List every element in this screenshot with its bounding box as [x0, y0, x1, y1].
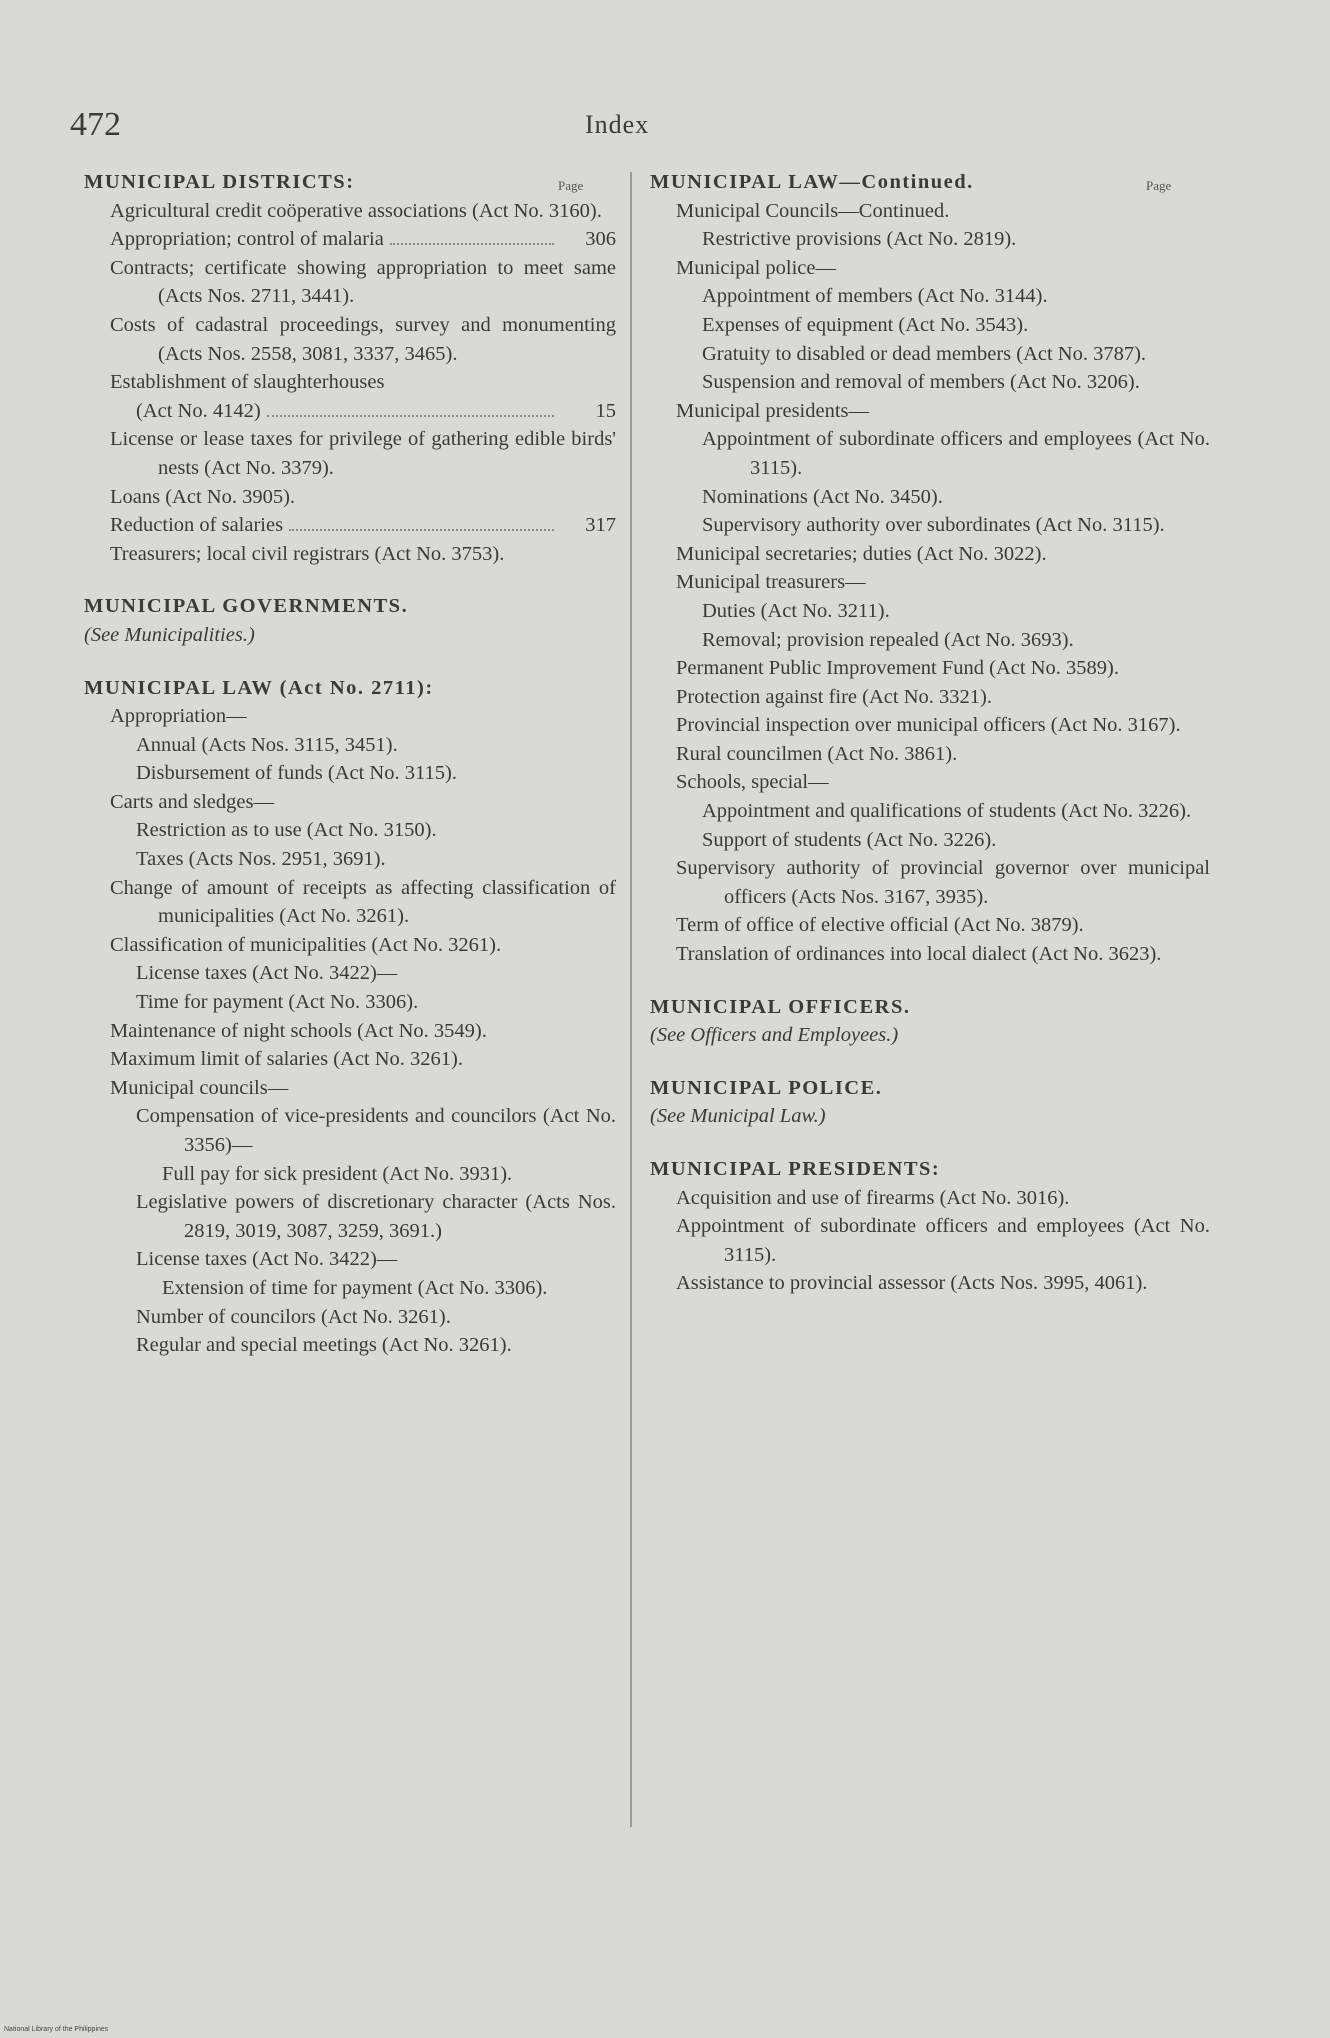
- index-entry: [84, 959, 616, 988]
- entry-text: Acquisition and use of firearms (Act No. 3016).: [676, 1186, 1070, 1209]
- entry-text: License taxes (Act No. 3422)—: [136, 1248, 398, 1271]
- index-entry-with-page: [84, 511, 616, 540]
- entry-text: License taxes (Act No. 3422)—: [136, 962, 398, 985]
- index-entry-with-page: [84, 225, 616, 254]
- footer-credit: National Library of the Philippines: [4, 2026, 109, 2033]
- entry-text: Schools, special—: [676, 771, 829, 794]
- running-head: Index: [585, 110, 650, 139]
- entry-text: Annual (Acts Nos. 3115, 3451).: [136, 733, 398, 756]
- index-entry: [650, 397, 1210, 426]
- leader-dots: [390, 243, 554, 245]
- column-divider: [630, 172, 632, 1827]
- index-entry: [84, 1074, 616, 1103]
- index-entry: [84, 816, 616, 845]
- index-entry: [650, 1212, 1210, 1269]
- entry-text: Full pay for sick president (Act No. 3931).: [162, 1162, 513, 1185]
- entry-text: Restriction as to use (Act No. 3150).: [136, 819, 437, 842]
- entry-text: Appointment of members (Act No. 3144).: [702, 285, 1048, 308]
- page-column-label-right: Page: [1146, 178, 1172, 193]
- entry-text: Support of students (Act No. 3226).: [702, 828, 997, 851]
- entry-text: Taxes (Acts Nos. 2951, 3691).: [136, 848, 386, 871]
- entry-text: Supervisory authority of provincial governor over municipal officers (Acts Nos. 3167, 3935).: [676, 857, 1210, 908]
- entry-text: Time for payment (Act No. 3306).: [136, 991, 419, 1014]
- index-entry: [84, 988, 616, 1017]
- index-entry: [650, 1269, 1210, 1298]
- entry-text: Number of councilors (Act No. 3261).: [136, 1305, 451, 1328]
- entry-text: Removal; provision repealed (Act No. 3693).: [702, 628, 1074, 651]
- entry-text: Maximum limit of salaries (Act No. 3261).: [110, 1048, 463, 1071]
- entry-text: Appointment of subordinate officers and employees (Act No. 3115).: [702, 428, 1210, 479]
- entry-text: Carts and sledges—: [110, 790, 274, 813]
- index-entry: [650, 511, 1210, 540]
- entry-text: Loans (Act No. 3905).: [110, 485, 296, 508]
- entry-text: Legislative powers of discretionary character (Acts Nos. 2819, 3019, 3087, 3259, 3691.): [136, 1191, 616, 1242]
- index-entry: [84, 845, 616, 874]
- index-entry: [650, 368, 1210, 397]
- index-entry: [650, 483, 1210, 512]
- index-entry: [84, 483, 616, 512]
- index-entry: [84, 1188, 616, 1245]
- page-reference: 317: [585, 514, 616, 537]
- index-heading: MUNICIPAL OFFICERS.: [650, 995, 911, 1018]
- entry-text: Appointment and qualifications of students (Act No. 3226).: [702, 800, 1192, 823]
- index-entry: [84, 874, 616, 931]
- index-entry: [650, 826, 1210, 855]
- entry-text: Municipal Councils—Continued.: [676, 199, 950, 222]
- index-entry: [650, 311, 1210, 340]
- leader-dots: [289, 529, 554, 531]
- index-heading: MUNICIPAL DISTRICTS:: [84, 171, 355, 193]
- index-entry: [650, 197, 1210, 226]
- index-entry: [84, 1017, 616, 1046]
- index-heading: MUNICIPAL PRESIDENTS:: [650, 1158, 941, 1180]
- index-entry: [650, 254, 1210, 283]
- index-entry: [650, 425, 1210, 482]
- entry-text: Disbursement of funds (Act No. 3115).: [136, 762, 457, 785]
- index-entry: [84, 788, 616, 817]
- index-entry: [84, 1274, 616, 1303]
- index-entry: [650, 626, 1210, 655]
- page-number: 472: [70, 106, 121, 143]
- index-entry: [84, 1303, 616, 1332]
- entry-text: Term of office of elective official (Act No. 3879).: [676, 914, 1084, 937]
- entry-text: Protection against fire (Act No. 3321).: [676, 685, 992, 708]
- entry-text: Assistance to provincial assessor (Acts Nos. 3995, 4061).: [676, 1272, 1148, 1295]
- entry-text: Maintenance of night schools (Act No. 3549).: [110, 1019, 487, 1042]
- entry-text: Permanent Public Improvement Fund (Act No. 3589).: [676, 657, 1119, 680]
- entry-text: Appointment of subordinate officers and employees (Act No. 3115).: [676, 1215, 1210, 1266]
- index-entry: [84, 197, 616, 226]
- page-reference: 306: [585, 228, 616, 251]
- entry-text: Municipal presidents—: [676, 399, 870, 422]
- entry-text: Change of amount of receipts as affecting classification of municipalities (Act No. 3261).: [110, 876, 616, 928]
- index-entry: [650, 940, 1210, 969]
- index-entry: [84, 1160, 616, 1189]
- entry-text: Nominations (Act No. 3450).: [702, 485, 943, 508]
- entry-text: Classification of municipalities (Act No. 3261).: [110, 933, 502, 956]
- entry-text: Rural councilmen (Act No. 3861).: [676, 742, 958, 765]
- entry-text: Establishment of slaughterhouses: [110, 371, 385, 394]
- index-entry: [650, 683, 1210, 712]
- page-reference: 15: [595, 399, 616, 422]
- index-heading: MUNICIPAL LAW (Act No. 2711):: [84, 676, 434, 699]
- index-entry: [84, 254, 616, 311]
- entry-text: Duties (Act No. 3211).: [702, 599, 890, 622]
- page-column-label-left: Page: [558, 178, 584, 193]
- entry-text: Compensation of vice-presidents and councilors (Act No. 3356)—: [136, 1105, 616, 1156]
- see-reference: (See Municipalities.): [84, 623, 255, 646]
- index-entry: [650, 568, 1210, 597]
- index-entry: [84, 931, 616, 960]
- index-entry: [84, 425, 616, 482]
- index-entry: [84, 368, 616, 397]
- entry-text: Municipal treasurers—: [676, 571, 866, 594]
- entry-text: Costs of cadastral proceedings, survey and monumenting (Acts Nos. 2558, 3081, 3337, 3465).: [110, 313, 616, 365]
- entry-text: Suspension and removal of members (Act No. 3206).: [702, 371, 1140, 394]
- index-entry: [650, 911, 1210, 940]
- entry-text: License or lease taxes for privilege of gathering edible birds' nests (Act No. 3379).: [110, 428, 616, 479]
- index-entry: [650, 797, 1210, 826]
- index-entry: [650, 740, 1210, 769]
- entry-text: Municipal police—: [676, 256, 836, 279]
- index-entry: [650, 540, 1210, 569]
- index-entry: [84, 1331, 616, 1360]
- see-reference: (See Municipal Law.): [650, 1105, 826, 1128]
- index-entry: [84, 1245, 616, 1274]
- entry-text: Extension of time for payment (Act No. 3306).: [162, 1276, 548, 1299]
- entry-text: Municipal secretaries; duties (Act No. 3022).: [676, 542, 1047, 565]
- left-column: [84, 168, 616, 1360]
- index-entry: [650, 854, 1210, 911]
- index-entry: [650, 340, 1210, 369]
- entry-text: Appropriation—: [110, 705, 247, 728]
- index-heading: MUNICIPAL GOVERNMENTS.: [84, 595, 409, 618]
- entry-text: Expenses of equipment (Act No. 3543).: [702, 313, 1029, 336]
- right-column: [650, 168, 1210, 1298]
- entry-text: Treasurers; local civil registrars (Act No. 3753).: [110, 542, 505, 565]
- index-entry: [650, 1184, 1210, 1213]
- entry-text: Translation of ordinances into local dialect (Act No. 3623).: [676, 943, 1162, 966]
- entry-text: Reduction of salaries: [110, 514, 284, 537]
- entry-text: Provincial inspection over municipal officers (Act No. 3167).: [676, 714, 1181, 737]
- index-heading: MUNICIPAL LAW—Continued.: [650, 171, 974, 193]
- index-entry: [84, 1045, 616, 1074]
- index-heading: MUNICIPAL POLICE.: [650, 1076, 883, 1099]
- index-entry: [650, 225, 1210, 254]
- entry-text: (Act No. 4142): [136, 399, 261, 422]
- entry-text: Regular and special meetings (Act No. 3261).: [136, 1334, 512, 1357]
- index-entry: [84, 759, 616, 788]
- entry-text: Contracts; certificate showing appropriation to meet same (Acts Nos. 2711, 3441).: [110, 256, 616, 308]
- index-entry: [650, 711, 1210, 740]
- index-entry: [84, 540, 616, 569]
- index-entry: [650, 282, 1210, 311]
- index-entry: [650, 768, 1210, 797]
- index-entry: [84, 731, 616, 760]
- index-entry: [650, 597, 1210, 626]
- entry-text: Municipal councils—: [110, 1076, 289, 1099]
- index-entry-with-page: [84, 397, 616, 426]
- entry-text: Restrictive provisions (Act No. 2819).: [702, 228, 1017, 251]
- leader-dots: [267, 415, 554, 417]
- entry-text: Gratuity to disabled or dead members (Act No. 3787).: [702, 342, 1147, 365]
- index-entry: [84, 702, 616, 731]
- index-entry: [650, 654, 1210, 683]
- index-entry: [84, 311, 616, 368]
- entry-text: Appropriation; control of malaria: [110, 228, 384, 251]
- index-entry: [84, 1102, 616, 1159]
- see-reference: (See Officers and Employees.): [650, 1024, 899, 1047]
- entry-text: Agricultural credit coöperative associations (Act No. 3160).: [110, 199, 602, 222]
- entry-text: Supervisory authority over subordinates (Act No. 3115).: [702, 514, 1165, 537]
